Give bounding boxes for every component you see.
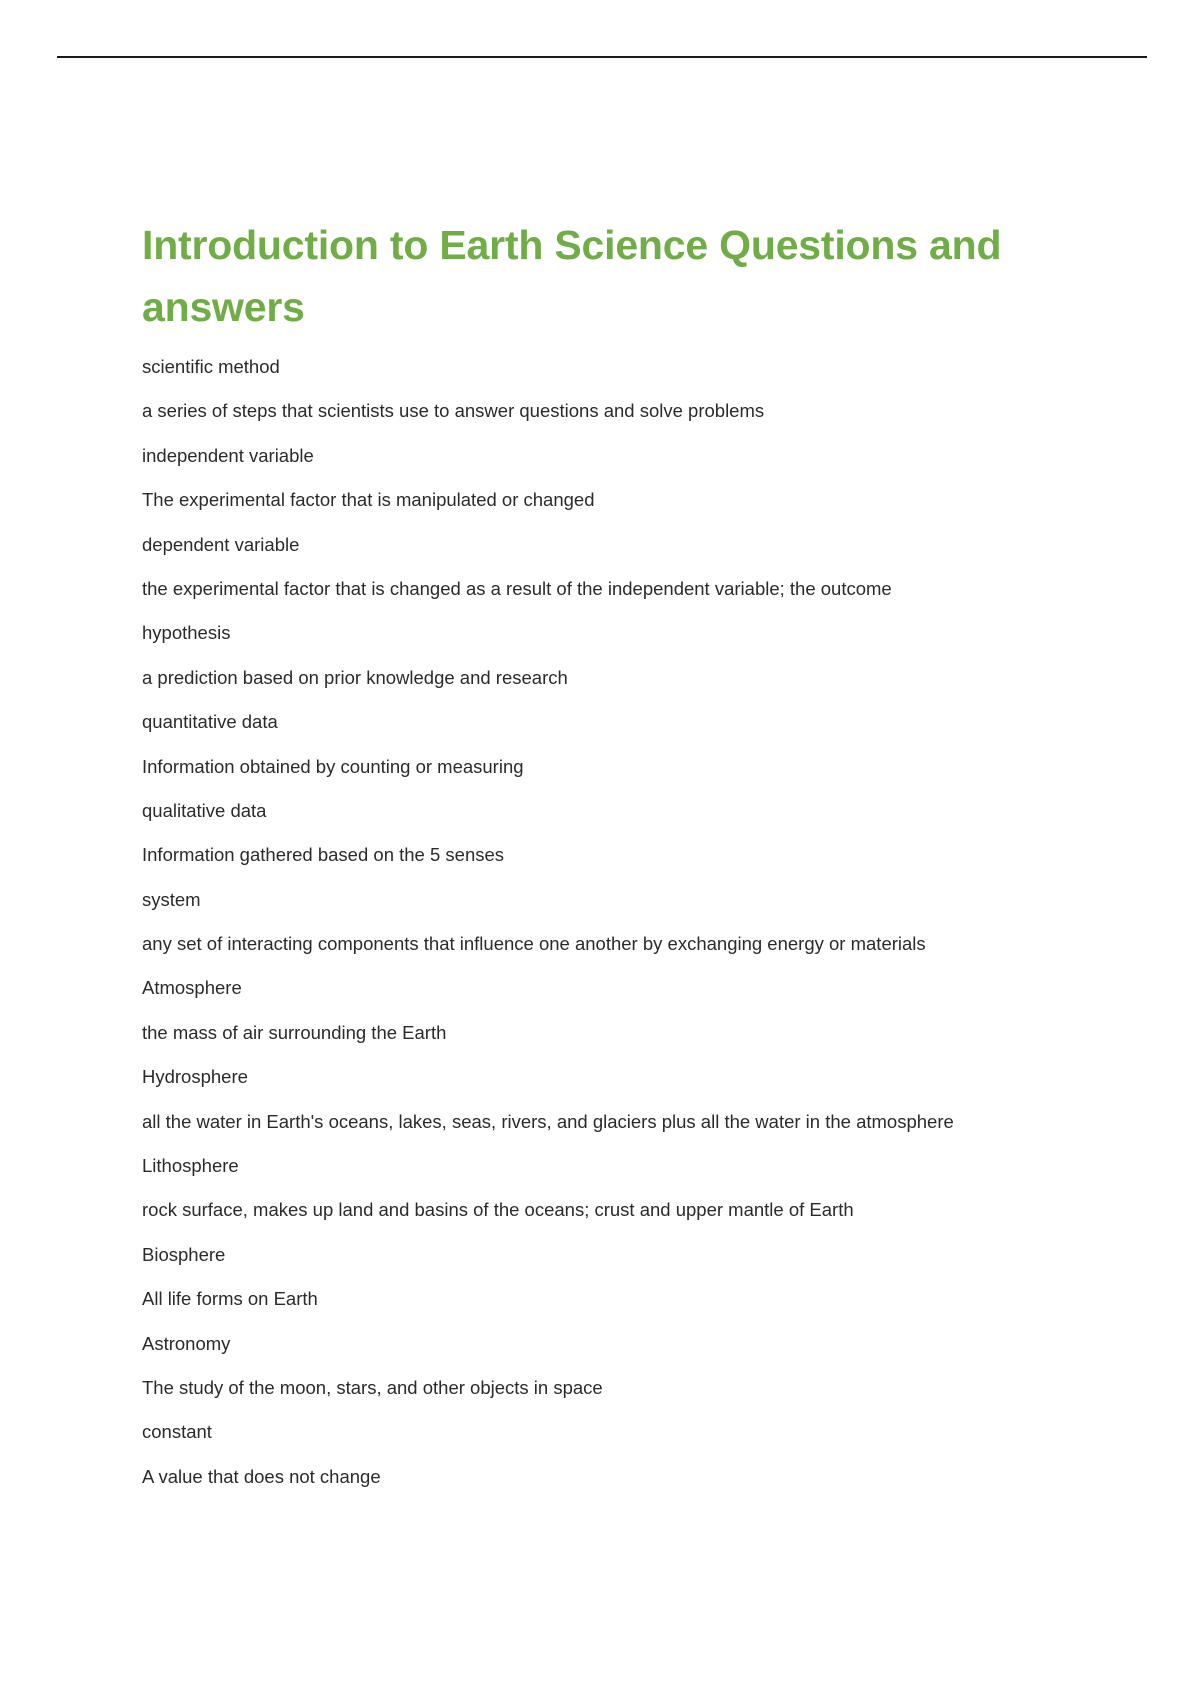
definition: The study of the moon, stars, and other objects in space xyxy=(142,1376,603,1398)
term: independent variable xyxy=(142,444,314,466)
definition: The experimental factor that is manipulated or changed xyxy=(142,489,595,511)
definition: a prediction based on prior knowledge and research xyxy=(142,666,568,688)
document-title: Introduction to Earth Science Questions and answers xyxy=(142,222,1002,330)
term: Atmosphere xyxy=(142,977,242,999)
term-definition-list xyxy=(142,356,1142,1510)
term: quantitative data xyxy=(142,711,278,733)
term: dependent variable xyxy=(142,533,300,555)
definition: Information gathered based on the 5 senses xyxy=(142,844,505,866)
definition: the experimental factor that is changed as a result of the independent variable; the outcome xyxy=(142,577,892,599)
definition: any set of interacting components that influence one another by exchanging energy or materials xyxy=(142,933,926,955)
term: qualitative data xyxy=(142,799,267,821)
term: scientific method xyxy=(142,356,280,377)
definition: rock surface, makes up land and basins of the oceans; crust and upper mantle of Earth xyxy=(142,1199,854,1221)
term: hypothesis xyxy=(142,622,231,644)
definition: the mass of air surrounding the Earth xyxy=(142,1021,447,1043)
definition: a series of steps that scientists use to answer questions and solve problems xyxy=(142,400,765,422)
term: Lithosphere xyxy=(142,1155,239,1177)
definition: Information obtained by counting or measuring xyxy=(142,755,524,777)
term: constant xyxy=(142,1421,212,1443)
definition: All life forms on Earth xyxy=(142,1288,318,1310)
term: Biosphere xyxy=(142,1243,226,1265)
term: system xyxy=(142,888,201,910)
definition: A value that does not change xyxy=(142,1465,381,1487)
term: Astronomy xyxy=(142,1332,231,1354)
definition: all the water in Earth's oceans, lakes, seas, rivers, and glaciers plus all the water in the atmosphere xyxy=(142,1110,954,1132)
term: Hydrosphere xyxy=(142,1066,248,1088)
header-rule xyxy=(57,56,1147,58)
